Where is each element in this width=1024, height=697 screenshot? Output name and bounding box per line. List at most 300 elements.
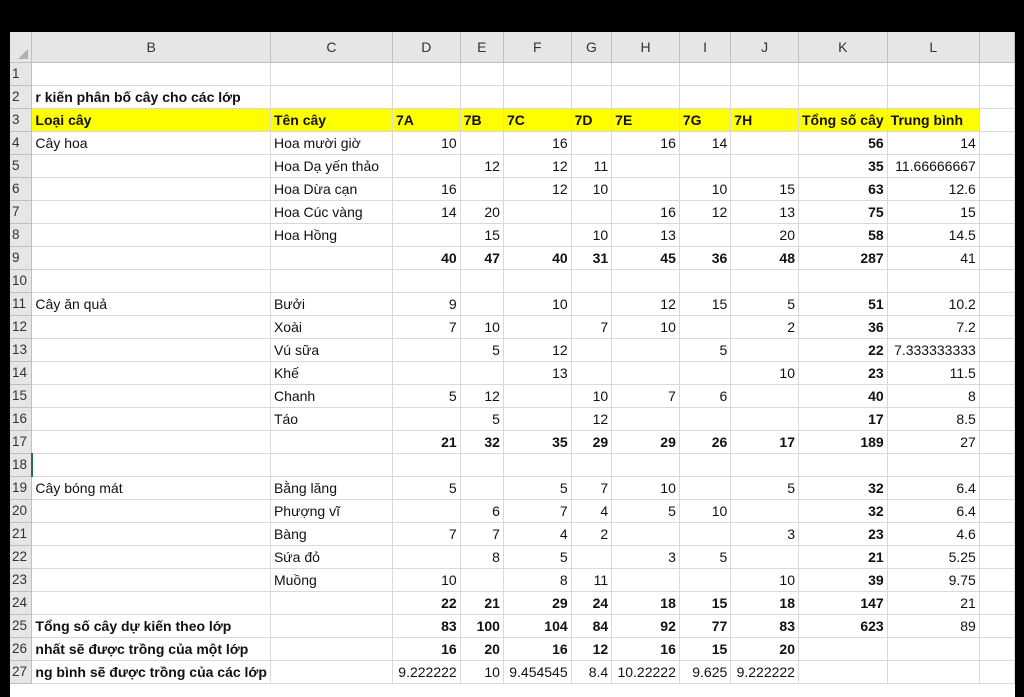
- row-header[interactable]: 19: [10, 476, 32, 499]
- cell[interactable]: 8: [887, 384, 979, 407]
- cell[interactable]: [32, 453, 271, 476]
- cell[interactable]: 10: [571, 177, 612, 200]
- cell[interactable]: [798, 62, 887, 85]
- cell[interactable]: [270, 430, 392, 453]
- cell[interactable]: [612, 453, 680, 476]
- cell[interactable]: 47: [460, 246, 503, 269]
- cell[interactable]: [887, 85, 979, 108]
- row-header[interactable]: 25: [10, 614, 32, 637]
- cell[interactable]: 16: [612, 131, 680, 154]
- cell[interactable]: [32, 545, 271, 568]
- cell[interactable]: [32, 384, 271, 407]
- cell[interactable]: [612, 568, 680, 591]
- cell[interactable]: 3: [612, 545, 680, 568]
- cell[interactable]: [979, 200, 1014, 223]
- cell[interactable]: [731, 407, 799, 430]
- cell[interactable]: 40: [503, 246, 571, 269]
- cell[interactable]: 12: [460, 154, 503, 177]
- cell[interactable]: Vú sữa: [270, 338, 392, 361]
- cell[interactable]: 12: [503, 338, 571, 361]
- cell[interactable]: [270, 62, 392, 85]
- cell[interactable]: 10: [612, 315, 680, 338]
- cell[interactable]: [32, 591, 271, 614]
- cell[interactable]: 12: [612, 292, 680, 315]
- cell[interactable]: 6.4: [887, 499, 979, 522]
- cell[interactable]: 51: [798, 292, 887, 315]
- cell[interactable]: 12: [503, 154, 571, 177]
- cell[interactable]: 35: [503, 430, 571, 453]
- row-header[interactable]: 9: [10, 246, 32, 269]
- cell[interactable]: [270, 269, 392, 292]
- cell[interactable]: 4: [571, 499, 612, 522]
- cell[interactable]: 10: [392, 568, 460, 591]
- cell[interactable]: [679, 269, 730, 292]
- cell[interactable]: [270, 453, 392, 476]
- cell[interactable]: [503, 315, 571, 338]
- cell[interactable]: Bàng: [270, 522, 392, 545]
- cell[interactable]: [731, 499, 799, 522]
- cell[interactable]: 7.333333333: [887, 338, 979, 361]
- row-header[interactable]: 1: [10, 62, 32, 85]
- cell[interactable]: 7E: [612, 108, 680, 131]
- cell[interactable]: [571, 62, 612, 85]
- row-header[interactable]: 18: [10, 453, 32, 476]
- cell[interactable]: 8: [503, 568, 571, 591]
- cell[interactable]: [979, 131, 1014, 154]
- cell[interactable]: 10.2: [887, 292, 979, 315]
- cell[interactable]: 5: [679, 338, 730, 361]
- cell[interactable]: 83: [731, 614, 799, 637]
- cell[interactable]: 10: [392, 131, 460, 154]
- cell[interactable]: [270, 637, 392, 660]
- cell[interactable]: Phượng vĩ: [270, 499, 392, 522]
- cell[interactable]: 17: [798, 407, 887, 430]
- cell[interactable]: 7: [392, 315, 460, 338]
- cell[interactable]: [887, 637, 979, 660]
- cell[interactable]: [270, 660, 392, 683]
- cell[interactable]: [503, 62, 571, 85]
- cell[interactable]: [612, 361, 680, 384]
- cell[interactable]: [798, 637, 887, 660]
- cell[interactable]: [887, 453, 979, 476]
- cell[interactable]: 7C: [503, 108, 571, 131]
- cell[interactable]: 9.625: [679, 660, 730, 683]
- cell[interactable]: [32, 62, 271, 85]
- column-header[interactable]: I: [679, 32, 730, 62]
- cell[interactable]: Hoa Dạ yến thảo: [270, 154, 392, 177]
- cell[interactable]: 15: [887, 200, 979, 223]
- row-header[interactable]: 8: [10, 223, 32, 246]
- cell[interactable]: Tên cây: [270, 108, 392, 131]
- cell[interactable]: 12: [571, 407, 612, 430]
- cell[interactable]: [679, 223, 730, 246]
- cell[interactable]: [460, 476, 503, 499]
- cell[interactable]: [612, 85, 680, 108]
- cell[interactable]: Hoa mười giờ: [270, 131, 392, 154]
- cell[interactable]: [571, 453, 612, 476]
- cell[interactable]: [392, 453, 460, 476]
- cell[interactable]: 89: [887, 614, 979, 637]
- cell[interactable]: r kiến phân bố cây cho các lớp: [32, 85, 271, 108]
- cell[interactable]: [32, 269, 271, 292]
- row-header[interactable]: 13: [10, 338, 32, 361]
- cell[interactable]: [32, 568, 271, 591]
- cell[interactable]: 4: [503, 522, 571, 545]
- cell[interactable]: 21: [460, 591, 503, 614]
- cell[interactable]: 20: [460, 637, 503, 660]
- cell[interactable]: 14.5: [887, 223, 979, 246]
- column-header[interactable]: C: [270, 32, 392, 62]
- cell[interactable]: [32, 499, 271, 522]
- cell[interactable]: 10: [612, 476, 680, 499]
- cell[interactable]: [392, 223, 460, 246]
- cell[interactable]: [571, 200, 612, 223]
- cell[interactable]: 16: [503, 131, 571, 154]
- cell[interactable]: 15: [679, 591, 730, 614]
- cell[interactable]: 8.4: [571, 660, 612, 683]
- cell[interactable]: [32, 315, 271, 338]
- cell[interactable]: [979, 177, 1014, 200]
- cell[interactable]: nhất sẽ được trồng của một lớp: [32, 637, 271, 660]
- cell[interactable]: 15: [679, 292, 730, 315]
- cell[interactable]: [612, 338, 680, 361]
- cell[interactable]: [979, 407, 1014, 430]
- cell[interactable]: 7H: [731, 108, 799, 131]
- cell[interactable]: 13: [503, 361, 571, 384]
- cell[interactable]: 7: [571, 476, 612, 499]
- cell[interactable]: 3: [731, 522, 799, 545]
- cell[interactable]: [731, 269, 799, 292]
- cell[interactable]: 16: [392, 177, 460, 200]
- cell[interactable]: [32, 522, 271, 545]
- cell[interactable]: 13: [731, 200, 799, 223]
- cell[interactable]: [679, 154, 730, 177]
- cell[interactable]: 77: [679, 614, 730, 637]
- cell[interactable]: [979, 430, 1014, 453]
- cell[interactable]: [32, 200, 271, 223]
- cell[interactable]: [979, 292, 1014, 315]
- cell[interactable]: [798, 453, 887, 476]
- cell[interactable]: [571, 269, 612, 292]
- cell[interactable]: 147: [798, 591, 887, 614]
- cell[interactable]: [571, 545, 612, 568]
- cell[interactable]: [612, 269, 680, 292]
- cell[interactable]: [979, 223, 1014, 246]
- cell[interactable]: 17: [731, 430, 799, 453]
- cell[interactable]: 9.454545: [503, 660, 571, 683]
- cell[interactable]: 29: [503, 591, 571, 614]
- cell[interactable]: [679, 315, 730, 338]
- cell[interactable]: 48: [731, 246, 799, 269]
- cell[interactable]: 15: [731, 177, 799, 200]
- cell[interactable]: 92: [612, 614, 680, 637]
- cell[interactable]: [460, 131, 503, 154]
- column-header[interactable]: K: [798, 32, 887, 62]
- cell[interactable]: 5.25: [887, 545, 979, 568]
- cell[interactable]: [392, 499, 460, 522]
- cell[interactable]: 5: [460, 407, 503, 430]
- cell[interactable]: 10: [679, 177, 730, 200]
- cell[interactable]: [731, 338, 799, 361]
- cell[interactable]: [979, 545, 1014, 568]
- cell[interactable]: [798, 660, 887, 683]
- cell[interactable]: 5: [731, 292, 799, 315]
- cell[interactable]: 12: [503, 177, 571, 200]
- cell[interactable]: 83: [392, 614, 460, 637]
- cell[interactable]: 18: [612, 591, 680, 614]
- cell[interactable]: 24: [571, 591, 612, 614]
- cell[interactable]: 12: [460, 384, 503, 407]
- row-header[interactable]: 15: [10, 384, 32, 407]
- cell[interactable]: 31: [571, 246, 612, 269]
- cell[interactable]: 16: [612, 637, 680, 660]
- cell[interactable]: [979, 338, 1014, 361]
- cell[interactable]: [887, 660, 979, 683]
- cell[interactable]: 5: [679, 545, 730, 568]
- cell[interactable]: 10: [571, 384, 612, 407]
- cell[interactable]: 32: [798, 499, 887, 522]
- row-header[interactable]: 17: [10, 430, 32, 453]
- cell[interactable]: 11.5: [887, 361, 979, 384]
- cell[interactable]: 20: [731, 637, 799, 660]
- cell[interactable]: 16: [503, 637, 571, 660]
- cell[interactable]: Muồng: [270, 568, 392, 591]
- cell[interactable]: 6: [679, 384, 730, 407]
- cell[interactable]: [979, 637, 1014, 660]
- cell[interactable]: [392, 545, 460, 568]
- cell[interactable]: 63: [798, 177, 887, 200]
- cell[interactable]: [460, 453, 503, 476]
- cell[interactable]: 16: [612, 200, 680, 223]
- cell[interactable]: [460, 269, 503, 292]
- cell[interactable]: Sứa đỏ: [270, 545, 392, 568]
- cell[interactable]: [32, 338, 271, 361]
- row-header[interactable]: 24: [10, 591, 32, 614]
- cell[interactable]: 39: [798, 568, 887, 591]
- cell[interactable]: 623: [798, 614, 887, 637]
- cell[interactable]: 29: [612, 430, 680, 453]
- cell[interactable]: 2: [571, 522, 612, 545]
- cell[interactable]: [798, 269, 887, 292]
- cell[interactable]: 36: [798, 315, 887, 338]
- cell[interactable]: 287: [798, 246, 887, 269]
- cell[interactable]: [979, 614, 1014, 637]
- cell[interactable]: Chanh: [270, 384, 392, 407]
- cell[interactable]: 7D: [571, 108, 612, 131]
- cell[interactable]: [979, 591, 1014, 614]
- cell[interactable]: [731, 85, 799, 108]
- cell[interactable]: 9.222222: [731, 660, 799, 683]
- cell[interactable]: [571, 131, 612, 154]
- row-header[interactable]: 11: [10, 292, 32, 315]
- cell[interactable]: 15: [460, 223, 503, 246]
- cell[interactable]: 7: [503, 499, 571, 522]
- cell[interactable]: 45: [612, 246, 680, 269]
- cell[interactable]: 5: [612, 499, 680, 522]
- cell[interactable]: [32, 407, 271, 430]
- cell[interactable]: 10: [571, 223, 612, 246]
- cell[interactable]: [503, 407, 571, 430]
- cell[interactable]: 12.6: [887, 177, 979, 200]
- cell[interactable]: 23: [798, 522, 887, 545]
- cell[interactable]: 7B: [460, 108, 503, 131]
- cell[interactable]: Cây bóng mát: [32, 476, 271, 499]
- cell[interactable]: 41: [887, 246, 979, 269]
- cell[interactable]: 12: [571, 637, 612, 660]
- cell[interactable]: [392, 85, 460, 108]
- cell[interactable]: 22: [392, 591, 460, 614]
- cell[interactable]: [460, 85, 503, 108]
- cell[interactable]: [460, 361, 503, 384]
- cell[interactable]: 10: [731, 568, 799, 591]
- cell[interactable]: 36: [679, 246, 730, 269]
- cell[interactable]: Hoa Cúc vàng: [270, 200, 392, 223]
- cell[interactable]: 6: [460, 499, 503, 522]
- cell[interactable]: [460, 177, 503, 200]
- cell[interactable]: [679, 522, 730, 545]
- cell[interactable]: 7A: [392, 108, 460, 131]
- cell[interactable]: [612, 154, 680, 177]
- cell[interactable]: 40: [392, 246, 460, 269]
- cell[interactable]: 14: [679, 131, 730, 154]
- cell[interactable]: Khế: [270, 361, 392, 384]
- row-header[interactable]: 4: [10, 131, 32, 154]
- cell[interactable]: [392, 62, 460, 85]
- cell[interactable]: [979, 85, 1014, 108]
- cell[interactable]: [979, 660, 1014, 683]
- cell[interactable]: 5: [503, 476, 571, 499]
- cell[interactable]: [979, 269, 1014, 292]
- cell[interactable]: [798, 85, 887, 108]
- cell[interactable]: 56: [798, 131, 887, 154]
- cell[interactable]: 32: [798, 476, 887, 499]
- cell[interactable]: 100: [460, 614, 503, 637]
- cell[interactable]: [270, 591, 392, 614]
- cell[interactable]: Cây hoa: [32, 131, 271, 154]
- row-header[interactable]: 26: [10, 637, 32, 660]
- row-header[interactable]: 6: [10, 177, 32, 200]
- cell[interactable]: [460, 62, 503, 85]
- cell[interactable]: 21: [392, 430, 460, 453]
- cell[interactable]: 7: [392, 522, 460, 545]
- cell[interactable]: 11: [571, 568, 612, 591]
- select-all-corner[interactable]: [10, 32, 32, 62]
- cell[interactable]: [503, 85, 571, 108]
- cell[interactable]: [679, 453, 730, 476]
- column-header[interactable]: D: [392, 32, 460, 62]
- cell[interactable]: 35: [798, 154, 887, 177]
- cell[interactable]: 21: [887, 591, 979, 614]
- cell[interactable]: 9.222222: [392, 660, 460, 683]
- cell[interactable]: [731, 62, 799, 85]
- cell[interactable]: Trung bình: [887, 108, 979, 131]
- cell[interactable]: [979, 384, 1014, 407]
- cell[interactable]: [679, 62, 730, 85]
- cell[interactable]: [460, 292, 503, 315]
- cell[interactable]: [979, 154, 1014, 177]
- cell[interactable]: [503, 384, 571, 407]
- row-header[interactable]: 20: [10, 499, 32, 522]
- cell[interactable]: [392, 407, 460, 430]
- cell[interactable]: 5: [392, 476, 460, 499]
- cell[interactable]: [571, 338, 612, 361]
- cell[interactable]: [979, 522, 1014, 545]
- cell[interactable]: Xoài: [270, 315, 392, 338]
- cell[interactable]: [32, 430, 271, 453]
- cell[interactable]: [571, 85, 612, 108]
- cell[interactable]: [503, 269, 571, 292]
- cell[interactable]: [731, 131, 799, 154]
- cell[interactable]: Tổng số cây: [798, 108, 887, 131]
- cell[interactable]: [32, 246, 271, 269]
- cell[interactable]: [979, 361, 1014, 384]
- row-header[interactable]: 7: [10, 200, 32, 223]
- cell[interactable]: 10: [460, 660, 503, 683]
- cell[interactable]: [679, 361, 730, 384]
- cell[interactable]: 29: [571, 430, 612, 453]
- cell[interactable]: [979, 62, 1014, 85]
- cell[interactable]: 8: [460, 545, 503, 568]
- cell[interactable]: Tổng số cây dự kiến theo lớp: [32, 614, 271, 637]
- cell[interactable]: 11.66666667: [887, 154, 979, 177]
- row-header[interactable]: 2: [10, 85, 32, 108]
- cell[interactable]: [571, 292, 612, 315]
- cell[interactable]: [979, 315, 1014, 338]
- cell[interactable]: 8.5: [887, 407, 979, 430]
- cell[interactable]: 14: [392, 200, 460, 223]
- cell[interactable]: [503, 200, 571, 223]
- cell[interactable]: 20: [460, 200, 503, 223]
- cell[interactable]: [612, 522, 680, 545]
- cell[interactable]: [612, 407, 680, 430]
- cell[interactable]: [731, 453, 799, 476]
- cell[interactable]: 22: [798, 338, 887, 361]
- row-header[interactable]: 21: [10, 522, 32, 545]
- cell[interactable]: [392, 361, 460, 384]
- cell[interactable]: 5: [460, 338, 503, 361]
- cell[interactable]: 5: [503, 545, 571, 568]
- cell[interactable]: 6.4: [887, 476, 979, 499]
- cell[interactable]: [392, 269, 460, 292]
- cell[interactable]: 20: [731, 223, 799, 246]
- cell[interactable]: 13: [612, 223, 680, 246]
- cell[interactable]: [679, 407, 730, 430]
- cell[interactable]: 9.75: [887, 568, 979, 591]
- cell[interactable]: 15: [679, 637, 730, 660]
- cell[interactable]: Cây ăn quả: [32, 292, 271, 315]
- cell[interactable]: [270, 85, 392, 108]
- row-header[interactable]: 12: [10, 315, 32, 338]
- cell[interactable]: [979, 499, 1014, 522]
- cell[interactable]: 26: [679, 430, 730, 453]
- row-header[interactable]: 27: [10, 660, 32, 683]
- cell[interactable]: 5: [392, 384, 460, 407]
- column-header[interactable]: E: [460, 32, 503, 62]
- cell[interactable]: Táo: [270, 407, 392, 430]
- cell[interactable]: 75: [798, 200, 887, 223]
- cell[interactable]: [979, 568, 1014, 591]
- column-header-partial[interactable]: [979, 32, 1014, 62]
- cell[interactable]: 7G: [679, 108, 730, 131]
- cell[interactable]: [979, 453, 1014, 476]
- cell[interactable]: 32: [460, 430, 503, 453]
- cell[interactable]: 10: [679, 499, 730, 522]
- column-header[interactable]: J: [731, 32, 799, 62]
- cell[interactable]: 9: [392, 292, 460, 315]
- cell[interactable]: [32, 177, 271, 200]
- cell[interactable]: 27: [887, 430, 979, 453]
- column-header[interactable]: G: [571, 32, 612, 62]
